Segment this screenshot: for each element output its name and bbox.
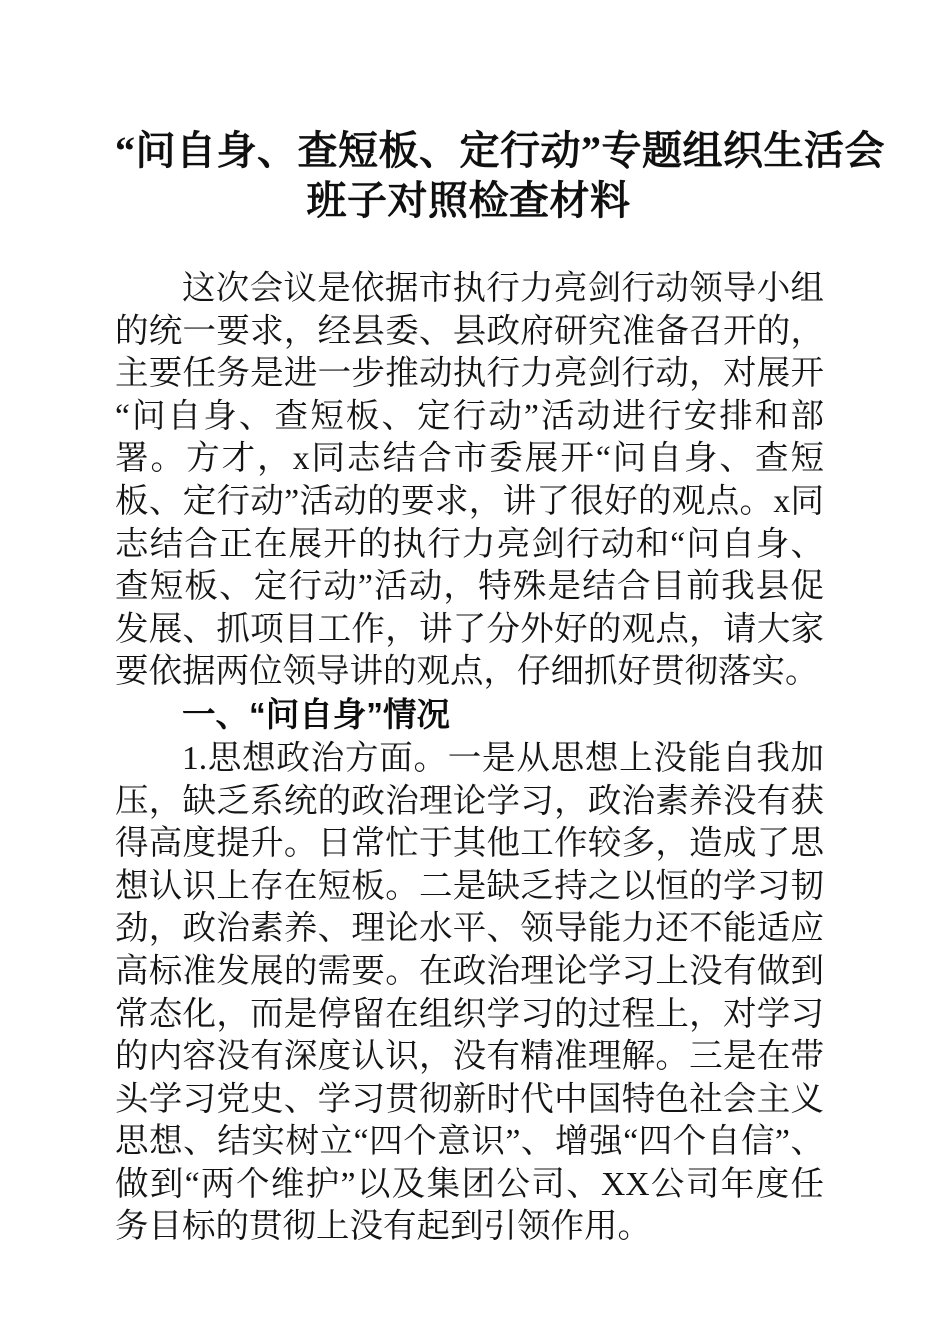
page-title <box>115 126 885 226</box>
item-1-paragraph: 1.思想政治方面。一是从思想上没能自我加压，缺乏系统的政治理论学习，政治素养没有获得高度提升。日常忙于其他工作较多，造成了思想认识上存在短板。二是缺乏持之以恒的学习韧劲，政治素养、理论水平、领导能力还不能适应高标准发展的需要。在政治理论学习上没有做到常态化，而是停留在组织学习的过程上，对学习的内容没有深度认识，没有精准理解。三是在带头学习党史、学习贯彻新时代中国特色社会主义思想、结实树立“四个意识”、增强“四个自信”、做到“两个维护”以及集团公司、XX公司年度任务目标的贯彻上没有起到引领作用。 <box>115 739 824 1246</box>
page-title-line-1: “问自身、查短板、定行动”专题组织生活会 <box>115 128 885 173</box>
document-body <box>115 268 824 1249</box>
page-title-line-2: 班子对照检查材料 <box>306 178 631 223</box>
intro-paragraph: 这次会议是依据市执行力亮剑行动领导小组的统一要求，经县委、县政府研究准备召开的，主要任务是进一步推动执行力亮剑行动，对展开“问自身、查短板、定行动”活动进行安排和部署。方才，x同志结合市委展开“问自身、查短板、定行动”活动的要求，讲了很好的观点。x同志结合正在展开的执行力亮剑行动和“问自身、查短板、定行动”活动，特殊是结合目前我县促发展、抓项目工作，讲了分外好的观点，请大家要依据两位领导讲的观点，仔细抓好贯彻落实。 <box>115 270 824 691</box>
section-heading-1: 一、“问自身”情况 <box>182 696 450 734</box>
